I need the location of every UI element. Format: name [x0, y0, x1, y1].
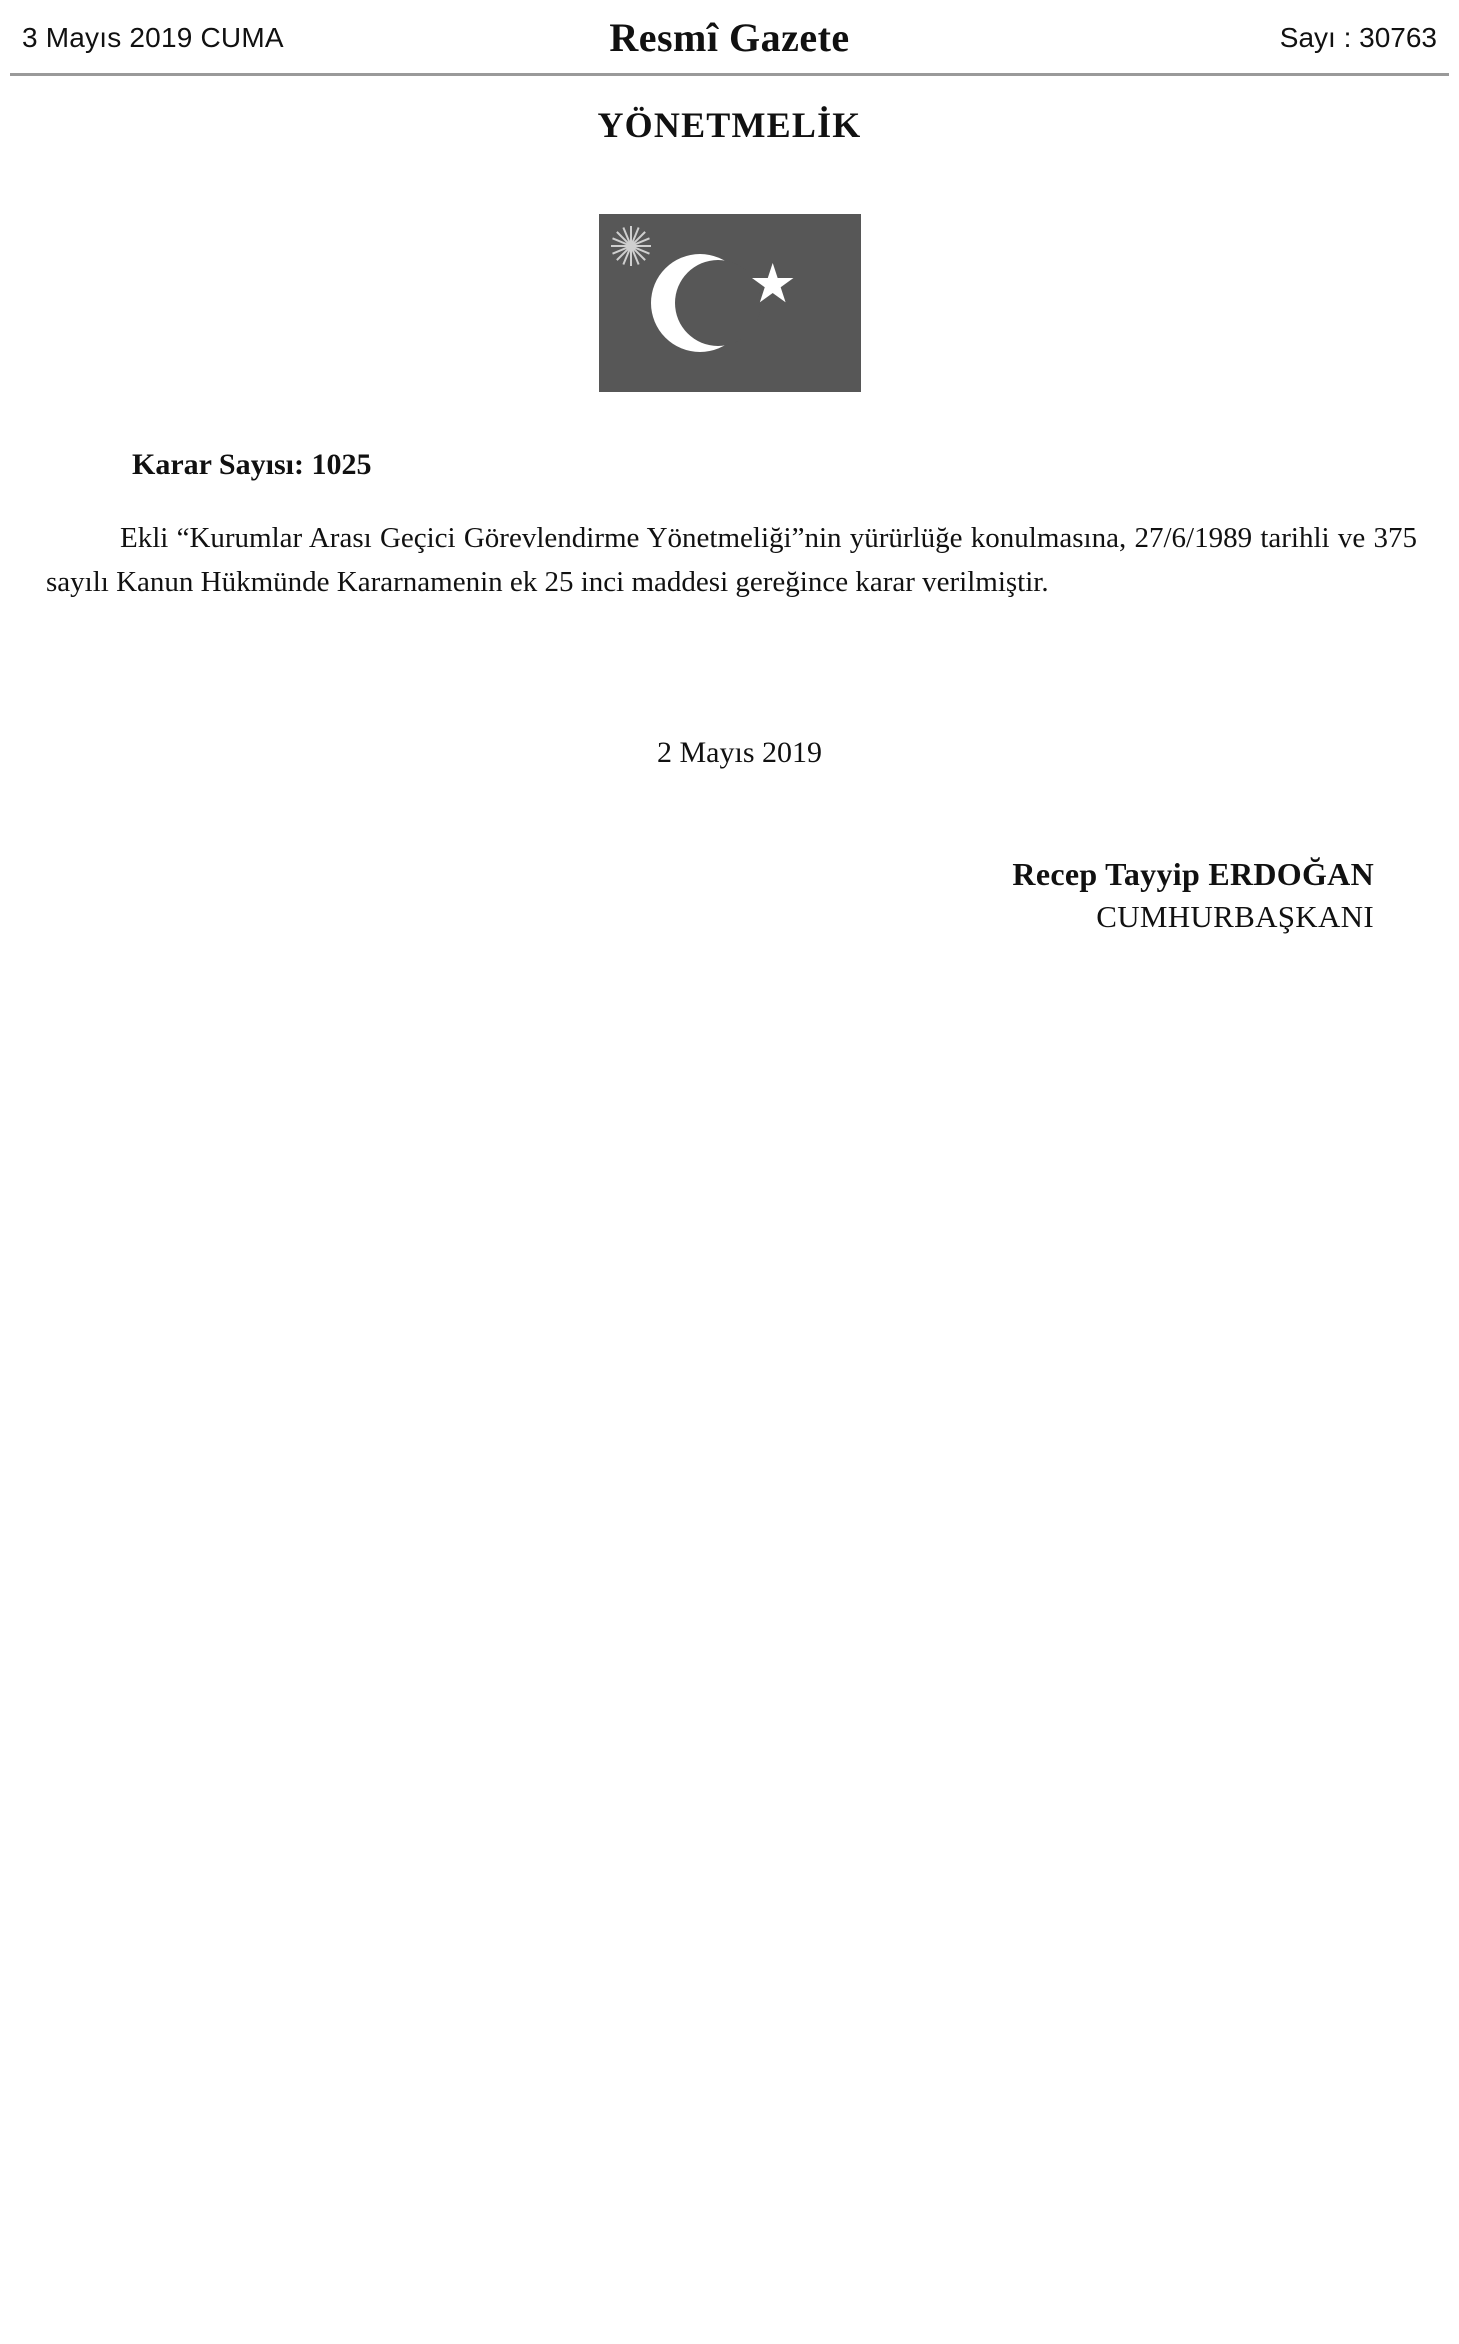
masthead-date: 3 Mayıs 2019 CUMA — [22, 22, 284, 53]
document-paragraph — [46, 516, 1417, 604]
masthead — [0, 0, 1459, 76]
document-date: 2 Mayıs 2019 — [657, 736, 822, 770]
paragraph-text: Ekli “Kurumlar Arası Geçici Görevlendirme Yönetmeliği”nin yürürlüğe konulmasına, 27/6/1989 tarihli ve 375 sayılı Kanun Hükmünde Kararnamenin ek 25 inci maddesi gereğince karar verilmiştir. — [46, 522, 1417, 599]
masthead-issue-number: Sayı : 30763 — [1279, 22, 1437, 53]
signatory-name: Recep Tayyip ERDOĞAN — [1012, 856, 1374, 893]
document-body — [0, 76, 1459, 935]
signatory-role: CUMHURBAŞKANI — [1096, 899, 1374, 935]
masthead-title: Resmî Gazete — [609, 15, 850, 60]
decision-number: Karar Sayısı: 1025 — [132, 448, 372, 481]
emblem-container — [0, 214, 1459, 392]
signature-block — [0, 856, 1374, 935]
document-heading: YÖNETMELİK — [597, 105, 862, 145]
turkish-state-emblem-icon — [599, 214, 861, 392]
star-burst-icon — [609, 224, 653, 268]
